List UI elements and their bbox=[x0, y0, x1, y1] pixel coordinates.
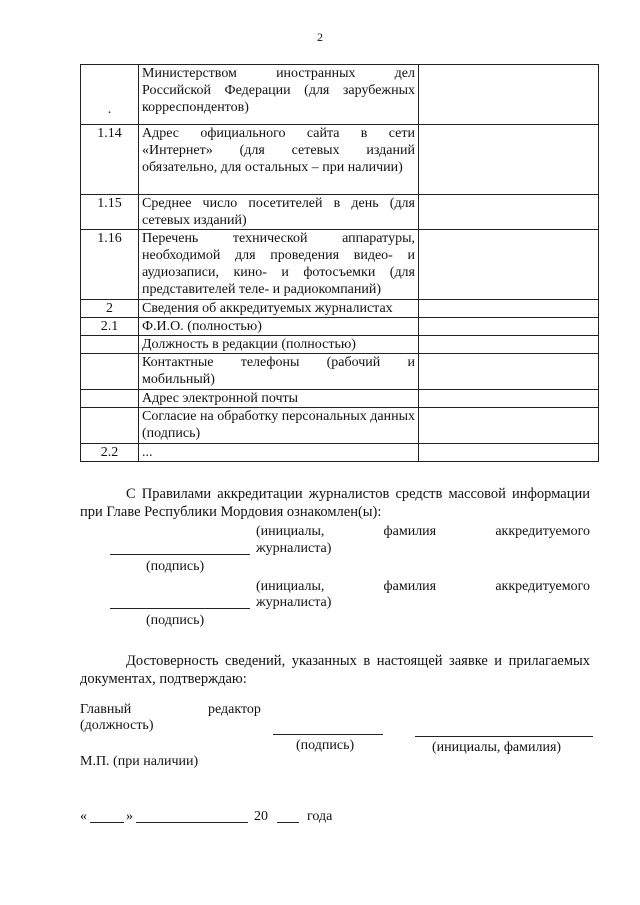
acquaint-text: С Правилами аккредитации журналистов средств массовой информации при Главе Республики Мордовия ознакомлен(ы): bbox=[80, 486, 590, 520]
signature-caption: (подпись) bbox=[146, 559, 205, 574]
date-close-quote: » bbox=[126, 809, 133, 824]
position-word-1: Главный bbox=[80, 702, 132, 717]
stamp-note: М.П. (при наличии) bbox=[80, 754, 199, 769]
row-number bbox=[81, 390, 139, 408]
row-value-cell bbox=[419, 354, 599, 390]
row-label: Министерством иностранных дел Российской Федерации (для зарубежных корреспондентов) bbox=[139, 65, 419, 125]
row-number: 1.14 bbox=[81, 125, 139, 195]
table-row bbox=[81, 354, 599, 390]
row-value-cell bbox=[419, 444, 599, 462]
initials-caption: (инициалы, фамилия аккредитуемого bbox=[256, 579, 590, 594]
initials-caption-cont: журналиста) bbox=[256, 595, 332, 610]
accreditation-table bbox=[80, 64, 599, 462]
row-label: Контактные телефоны (рабочий и мобильный) bbox=[139, 354, 419, 390]
signature-caption: (подпись) bbox=[146, 613, 205, 628]
row-value-cell bbox=[419, 65, 599, 125]
table-row bbox=[81, 318, 599, 336]
editor-initials-caption: (инициалы, фамилия) bbox=[432, 740, 562, 755]
row-number: 1.16 bbox=[81, 230, 139, 300]
signature-line[interactable] bbox=[110, 608, 250, 609]
row-label: Адрес электронной почты bbox=[139, 390, 419, 408]
row-value-cell bbox=[419, 230, 599, 300]
row-value-cell bbox=[419, 195, 599, 230]
table-row bbox=[81, 390, 599, 408]
date-year-suffix: года bbox=[307, 809, 333, 824]
row-label: Среднее число посетителей в день (для сетевых изданий) bbox=[139, 195, 419, 230]
table-row bbox=[81, 300, 599, 318]
date-year-prefix: 20 bbox=[254, 809, 268, 824]
editor-signature-caption: (подпись) bbox=[296, 738, 355, 753]
row-label: Должность в редакции (полностью) bbox=[139, 336, 419, 354]
editor-initials-line[interactable] bbox=[415, 736, 593, 737]
row-number bbox=[81, 408, 139, 444]
page-number: 2 bbox=[317, 30, 323, 44]
table-row bbox=[81, 408, 599, 444]
row-number: 1.15 bbox=[81, 195, 139, 230]
table-row bbox=[81, 230, 599, 300]
table-row bbox=[81, 65, 599, 125]
date-year-line[interactable] bbox=[277, 822, 299, 823]
row-label: Ф.И.О. (полностью) bbox=[139, 318, 419, 336]
row-label: Перечень технической аппаратуры, необходимой для проведения видео- и аудиозаписи, кино- и фотосъемки (для представителей теле- и радиокомпаний) bbox=[139, 230, 419, 300]
row-value-cell bbox=[419, 336, 599, 354]
initials-caption: (инициалы, фамилия аккредитуемого bbox=[256, 524, 590, 539]
row-value-cell bbox=[419, 408, 599, 444]
confirm-text: Достоверность сведений, указанных в настоящей заявке и прилагаемых документах, подтверждаю: bbox=[80, 653, 590, 687]
row-number: 2.1 bbox=[81, 318, 139, 336]
table-row bbox=[81, 444, 599, 462]
date-month-line[interactable] bbox=[136, 822, 248, 823]
date-day-line[interactable] bbox=[90, 822, 124, 823]
row-value-cell bbox=[419, 318, 599, 336]
row-value-cell bbox=[419, 300, 599, 318]
row-value-cell bbox=[419, 390, 599, 408]
row-number bbox=[81, 354, 139, 390]
date-open-quote: « bbox=[80, 809, 87, 824]
editor-signature-line[interactable] bbox=[273, 734, 383, 735]
row-number: . bbox=[81, 65, 139, 125]
signature-line[interactable] bbox=[110, 554, 250, 555]
table-row bbox=[81, 336, 599, 354]
row-label: ... bbox=[139, 444, 419, 462]
row-label: Сведения об аккредитуемых журналистах bbox=[139, 300, 419, 318]
position-word-2: редактор bbox=[208, 702, 261, 717]
table-row bbox=[81, 125, 599, 195]
row-number: 2.2 bbox=[81, 444, 139, 462]
row-number: 2 bbox=[81, 300, 139, 318]
row-label: Согласие на обработку персональных данных (подпись) bbox=[139, 408, 419, 444]
position-caption: (должность) bbox=[80, 718, 154, 733]
table-row bbox=[81, 195, 599, 230]
row-number bbox=[81, 336, 139, 354]
initials-caption-cont: журналиста) bbox=[256, 541, 332, 556]
row-label: Адрес официального сайта в сети «Интернет» (для сетевых изданий обязательно, для остальных – при наличии) bbox=[139, 125, 419, 195]
row-value-cell bbox=[419, 125, 599, 195]
